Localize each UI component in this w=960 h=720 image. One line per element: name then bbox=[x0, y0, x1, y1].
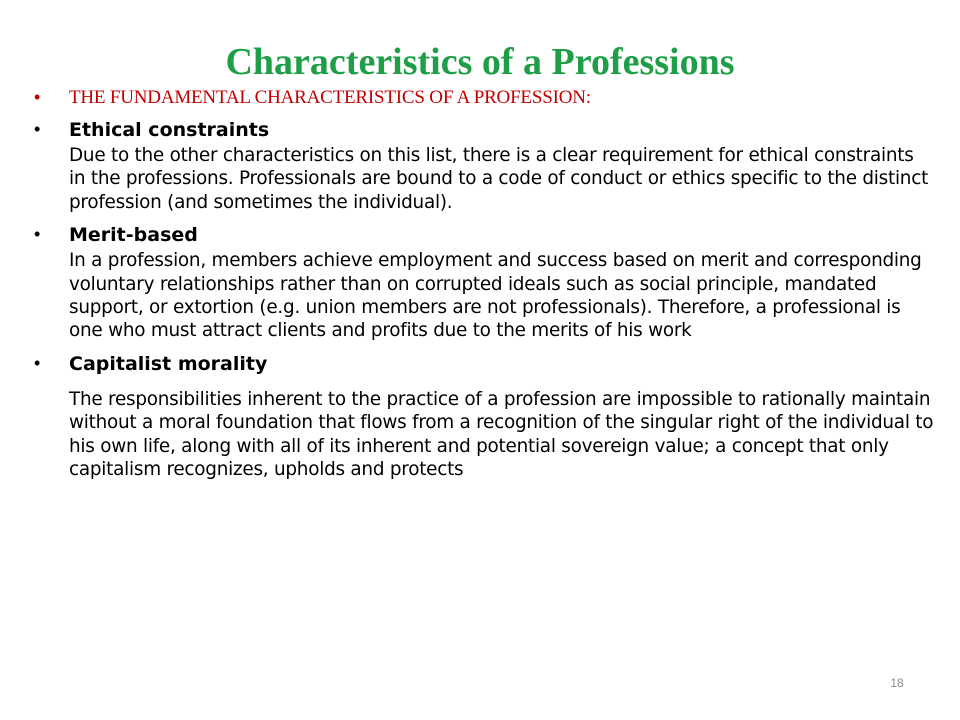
bullet-dot-icon: • bbox=[34, 224, 41, 245]
bullet-dot-icon: • bbox=[34, 87, 41, 107]
bullet-ethical-constraints bbox=[34, 117, 934, 214]
item-body: In a profession, members achieve employment and success based on merit and corresponding voluntary relationships rather than on corrupted ideals such as social principle, mandated support, or extortion (e.g. union members are not professionals). Therefore, a professional is one who must attract clients and profits due to the merits of his work bbox=[69, 250, 922, 342]
page-number: 18 bbox=[890, 676, 904, 690]
bullet-list bbox=[34, 86, 934, 489]
bullet-capitalist-morality bbox=[34, 351, 934, 482]
intro-bullet bbox=[34, 86, 934, 110]
bullet-dot-icon: • bbox=[34, 119, 41, 139]
slide-title: Characteristics of a Professions bbox=[225, 41, 735, 83]
bullet-merit-based bbox=[34, 222, 934, 343]
intro-text: THE FUNDAMENTAL CHARACTERISTICS OF A PROFESSION: bbox=[69, 87, 591, 108]
item-heading: Merit-based bbox=[69, 224, 198, 247]
bullet-dot-icon: • bbox=[34, 352, 41, 373]
item-body: Due to the other characteristics on this list, there is a clear requirement for ethical constraints in the professions. Professionals are bound to a code of conduct or ethics specific to the distinct profession (and sometimes the individual). bbox=[69, 145, 929, 213]
item-heading: Ethical constraints bbox=[69, 119, 270, 141]
item-heading: Capitalist morality bbox=[69, 352, 268, 375]
item-body: The responsibilities inherent to the practice of a profession are impossible to rationally maintain without a moral foundation that flows from a recognition of the singular right of the individual to his own life, along with all of its inherent and potential sovereign value; a concept that only capitalism recognizes, upholds and protects bbox=[69, 388, 934, 481]
